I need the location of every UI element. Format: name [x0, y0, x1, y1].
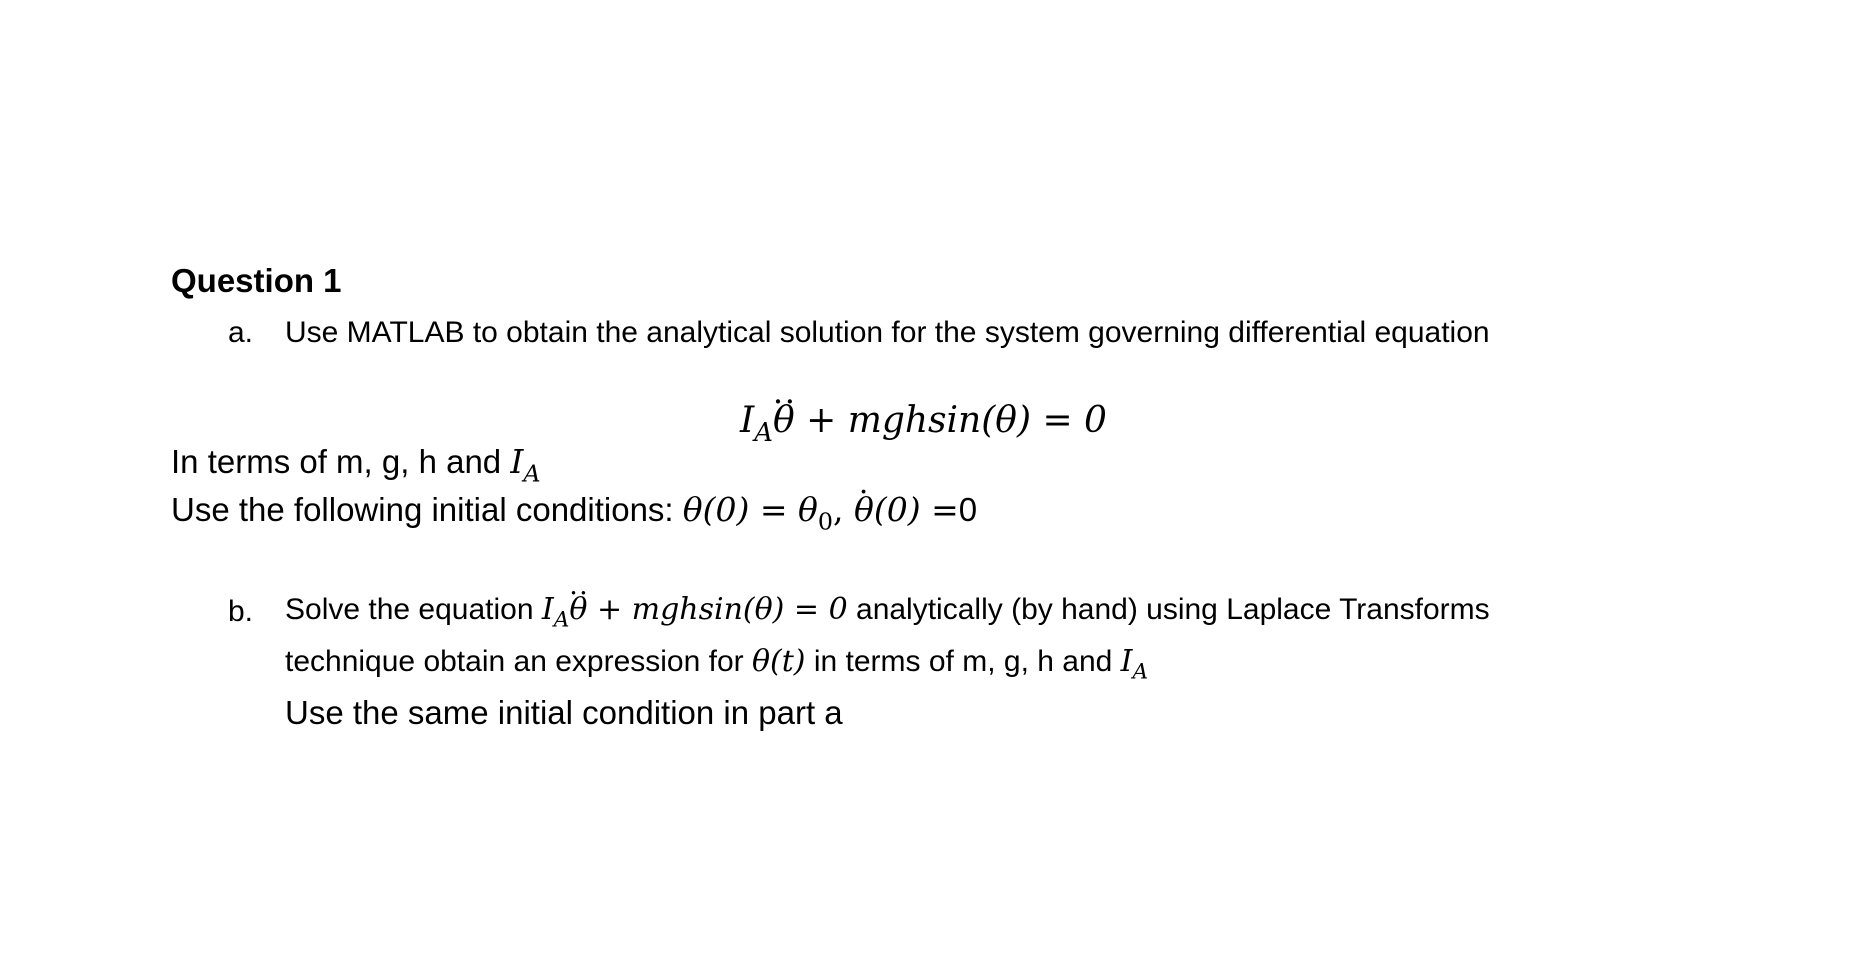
part-b-line-2: [285, 644, 1149, 685]
part-b-suffix: analytically (by hand) using Laplace Transforms: [847, 593, 1490, 626]
theta-double-dot: θ ··: [773, 400, 795, 441]
governing-equation: [740, 400, 1107, 449]
part-b-inertia-subscript: A: [553, 607, 570, 633]
question-title: Question 1: [171, 262, 342, 299]
equation-remainder: + mghsin(θ) = 0: [794, 400, 1107, 441]
part-b-prefix: Solve the equation: [285, 593, 542, 626]
init-theta-equation: θ(0) = θ: [682, 490, 818, 529]
part-b-line2-suffix: in terms of m, g, h and: [805, 645, 1121, 678]
initial-conditions-line: [171, 490, 978, 536]
part-b-line2-inertia-symbol: I: [1120, 644, 1133, 679]
terms-inertia-subscript: A: [523, 459, 541, 488]
inertia-symbol: I: [740, 400, 755, 441]
part-b-inertia-symbol: I: [541, 592, 554, 627]
init-thetadot-equation: (0) =: [873, 490, 959, 529]
init-text: Use the following initial conditions:: [171, 491, 683, 528]
theta-dot: θ ·: [854, 490, 874, 529]
init-theta-subscript: 0: [817, 507, 834, 536]
init-zero: 0: [958, 491, 978, 528]
terms-line: [171, 442, 541, 488]
part-a-text: Use MATLAB to obtain the analytical solution for the system governing differential equation: [285, 316, 1490, 349]
part-b-theta-double-dot: θ ··: [569, 592, 587, 627]
part-b-line-1: [285, 592, 1490, 633]
terms-text: In terms of m, g, h and: [171, 443, 511, 480]
init-comma: ,: [833, 490, 855, 529]
part-b-equation-remainder: + mghsin(θ) = 0: [587, 592, 848, 627]
terms-inertia-symbol: I: [510, 442, 524, 481]
part-b-line-3: Use the same initial condition in part a: [285, 694, 843, 731]
inertia-subscript: A: [754, 418, 773, 449]
theta-of-t: θ(t): [751, 644, 806, 679]
part-b-line2-inertia-subscript: A: [1132, 659, 1149, 685]
part-a-label: a.: [228, 316, 254, 349]
part-b-label: b.: [228, 595, 254, 628]
part-b-line2-prefix: technique obtain an expression for: [285, 645, 752, 678]
